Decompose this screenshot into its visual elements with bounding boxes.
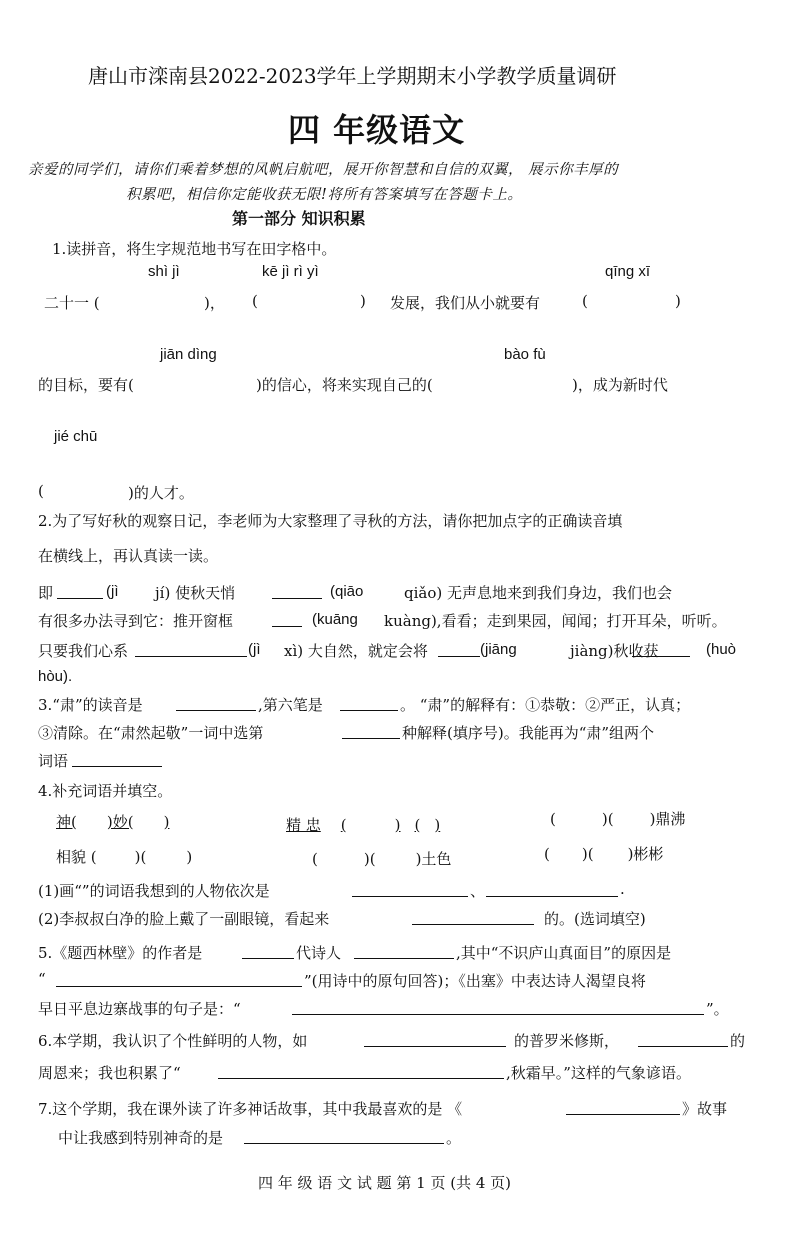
q4-sub1: (1)画“”的词语我想到的人物依次是	[38, 882, 270, 900]
q1-text: )的信心，将来实现自己的(	[256, 376, 433, 394]
q2-text: jiàng)秋收获	[570, 642, 659, 660]
q4-sub2: (2)李叔叔白净的脸上戴了一副眼镜，看起来	[38, 910, 330, 928]
q2-pinyin: (kuāng	[312, 611, 358, 628]
q2-pinyin: (qiāo	[330, 583, 364, 600]
q2-pinyin: (jì	[106, 583, 119, 600]
q1-text: 二十一 (	[44, 294, 100, 312]
q4-idiom: 精 忠 ( ) ( )	[286, 816, 441, 834]
answer-blank[interactable]	[57, 582, 103, 599]
q2-text: 即	[38, 584, 54, 602]
q3-text: 。 “肃”的解释有：①恭敬：②严正，认真；	[400, 696, 691, 714]
exam-top-title: 唐山市滦南县2022-2023学年上学期期末小学教学质量调研	[88, 64, 617, 88]
answer-blank[interactable]	[272, 582, 322, 599]
q5-text: 早日平息边寨战事的句子是：“	[38, 1000, 241, 1018]
q1-pinyin: shì jì	[148, 263, 180, 280]
q3-text: 种解释(填序号)。我能再为“肃”组两个	[402, 724, 655, 742]
answer-blank[interactable]	[218, 1062, 504, 1079]
q2-pinyin: (jiāng	[480, 641, 517, 658]
q4-idiom: ( )( )鼎沸	[550, 810, 686, 828]
q1-pinyin: qīng xī	[605, 263, 651, 280]
q3-text: 词语	[38, 752, 69, 770]
answer-blank[interactable]	[364, 1030, 506, 1047]
q3-text: ,第六笔是	[258, 696, 323, 714]
answer-blank[interactable]	[438, 640, 480, 657]
q7-text: 》故事	[682, 1100, 728, 1118]
q3-text: ③清除。在“肃然起敬”一词中选第	[38, 724, 264, 742]
q7-text: 。	[446, 1129, 462, 1147]
q1-text: )	[675, 292, 681, 310]
q2-pinyin: hòu).	[38, 668, 73, 685]
q5-text: ”(用诗中的原句回答)；《出塞》中表达诗人渴望良将	[304, 972, 646, 990]
answer-blank[interactable]	[566, 1098, 680, 1115]
q2-text: 有很多办法寻到它：推开窗框	[38, 612, 234, 630]
q2-text: qiǎo) 无声息地来到我们身边，我们也会	[404, 584, 672, 602]
answer-blank[interactable]	[72, 750, 162, 767]
q1-text: )	[360, 292, 366, 310]
q5-text: ,其中“不识庐山真面目”的原因是	[456, 944, 672, 962]
q1-text: 的目标，要有(	[38, 376, 134, 394]
q2-pinyin: (jì	[248, 641, 261, 658]
q4-sub1: .	[620, 880, 625, 898]
page-footer: 四 年 级 语 文 试 题 第 1 页 (共 4 页)	[258, 1174, 512, 1192]
q1-stem: 1.读拼音，将生字规范地书写在田字格中。	[52, 240, 337, 258]
q4-idiom: ( )( )彬彬	[544, 845, 664, 863]
answer-blank[interactable]	[632, 640, 690, 657]
q7-text: 中让我感到特别神奇的是	[58, 1129, 224, 1147]
q1-pinyin: jiān dìng	[160, 346, 217, 363]
q1-pinyin: jié chū	[54, 428, 98, 445]
answer-blank[interactable]	[354, 942, 454, 959]
q4-sub1: 、	[470, 882, 486, 900]
q5-text: “	[38, 970, 46, 988]
q1-text: (	[582, 292, 588, 310]
q5-text: 5.《题西林壁》的作者是	[38, 944, 203, 962]
q6-text: 周恩来；我也积累了“	[38, 1064, 181, 1082]
answer-blank[interactable]	[340, 694, 398, 711]
q4-idiom: ( )( )土色	[312, 850, 452, 868]
q4-idiom: 相貌 ( )( )	[56, 848, 193, 866]
q2-stem: 2.为了写好秋的观察日记，李老师为大家整理了寻秋的方法，请你把加点字的正确读音填	[38, 512, 623, 530]
answer-blank[interactable]	[638, 1030, 728, 1047]
answer-blank[interactable]	[56, 970, 302, 987]
q2-text: 只要我们心系	[38, 642, 129, 660]
answer-blank[interactable]	[412, 908, 534, 925]
q2-text: xì) 大自然，就定会将	[284, 642, 428, 660]
answer-blank[interactable]	[486, 880, 618, 897]
q6-text: 的普罗米修斯，	[514, 1032, 620, 1050]
q1-text: )，	[204, 294, 225, 312]
q1-pinyin: bào fù	[504, 346, 546, 363]
answer-blank[interactable]	[176, 694, 256, 711]
q1-text: )，成为新时代	[572, 376, 668, 394]
q1-text: (	[38, 482, 44, 500]
q6-text: 6.本学期，我认识了个性鲜明的人物，如	[38, 1032, 308, 1050]
answer-blank[interactable]	[135, 640, 247, 657]
q4-stem: 4.补充词语并填空。	[38, 782, 173, 800]
answer-blank[interactable]	[242, 942, 294, 959]
exam-subject-title: 四 年级语文	[288, 111, 466, 149]
q6-text: 的	[730, 1032, 746, 1050]
intro-line-1: 亲爱的同学们，请你们乘着梦想的风帆启航吧，展开你智慧和自信的双翼， 展示你丰厚的	[28, 162, 619, 178]
q2-text: kuàng),看看；走到果园，闻闻；打开耳朵，听听。	[384, 612, 727, 630]
q7-text: 7.这个学期，我在课外读了许多神话故事，其中我最喜欢的是 《	[38, 1100, 463, 1118]
q1-text: (	[252, 292, 258, 310]
q2-pinyin: (huò	[706, 641, 737, 658]
q4-sub2: 的。(选词填空)	[544, 910, 646, 928]
answer-blank[interactable]	[342, 722, 400, 739]
part-title: 第一部分 知识积累	[232, 209, 366, 228]
q6-text: ,秋霜早。”这样的气象谚语。	[506, 1064, 691, 1082]
answer-blank[interactable]	[272, 610, 302, 627]
answer-blank[interactable]	[244, 1127, 444, 1144]
intro-line-2: 积累吧，相信你定能收获无限!将所有答案填写在答题卡上。	[126, 187, 523, 203]
q4-idiom: 神( )妙( )	[56, 813, 170, 831]
q1-pinyin: kē jì rì yì	[262, 263, 319, 280]
answer-blank[interactable]	[352, 880, 468, 897]
q2-text: jí) 使秋天悄	[155, 584, 236, 602]
q5-text: 代诗人	[296, 944, 342, 962]
q5-text: ”。	[706, 1000, 729, 1018]
q3-text: 3.“肃”的读音是	[38, 696, 143, 714]
q1-text: 发展，我们从小就要有	[390, 294, 541, 312]
answer-blank[interactable]	[292, 998, 704, 1015]
q1-text: )的人才。	[128, 484, 194, 502]
q2-stem: 在横线上，再认真读一读。	[38, 547, 219, 565]
